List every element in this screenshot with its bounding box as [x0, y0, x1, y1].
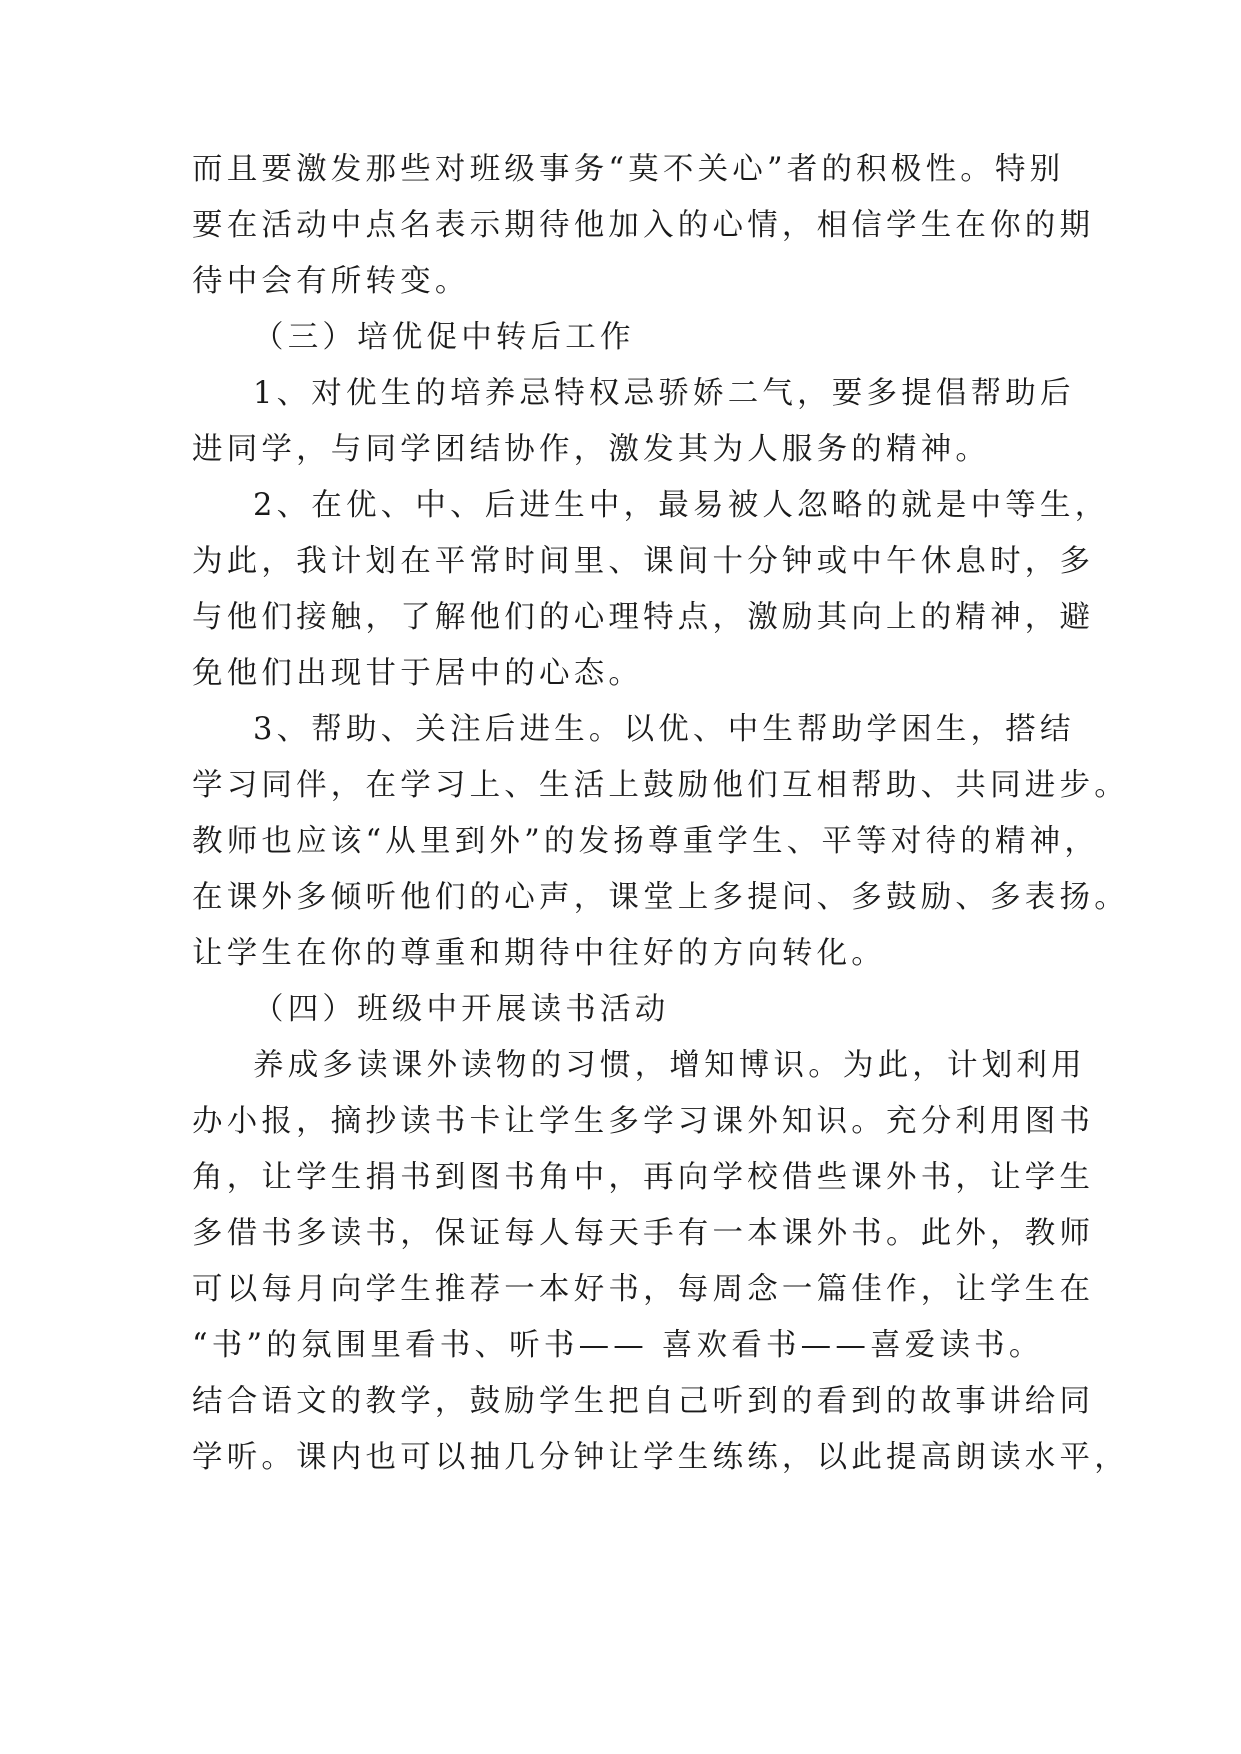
- paragraph-line: 免他们出现甘于居中的心态。: [192, 656, 644, 691]
- paragraph-line: 为此，我计划在平常时间里、课间十分钟或中午休息时，多: [192, 544, 1095, 579]
- paragraph-line: 学习同伴，在学习上、生活上鼓励他们互相帮助、共同进步。: [192, 768, 1129, 803]
- paragraph-line: 3、帮助、关注后进生。以优、中生帮助学困生，搭结: [253, 712, 1075, 747]
- paragraph-line: 进同学，与同学团结协作，激发其为人服务的精神。: [192, 432, 991, 467]
- paragraph-line: “书”的氛围里看书、听书—— 喜欢看书——喜爱读书。: [192, 1328, 1044, 1363]
- paragraph-line: 结合语文的教学，鼓励学生把自己听到的看到的故事讲给同: [192, 1384, 1095, 1419]
- section-heading: （三）培优促中转后工作: [253, 320, 635, 355]
- paragraph-line: 可以每月向学生推荐一本好书，每周念一篇佳作，让学生在: [192, 1272, 1095, 1307]
- paragraph-line: 待中会有所转变。: [192, 264, 470, 299]
- paragraph-line: 养成多读课外读物的习惯，增知博识。为此，计划利用: [253, 1048, 1086, 1083]
- paragraph-line: 而且要激发那些对班级事务“莫不关心”者的积极性。特别: [192, 152, 1065, 187]
- paragraph-line: 角，让学生捐书到图书角中，再向学校借些课外书，让学生: [192, 1160, 1095, 1195]
- paragraph-line: 教师也应该“从里到外”的发扬尊重学生、平等对待的精神，: [192, 824, 1100, 859]
- section-heading: （四）班级中开展读书活动: [253, 992, 670, 1027]
- paragraph-line: 办小报，摘抄读书卡让学生多学习课外知识。充分利用图书: [192, 1104, 1095, 1139]
- paragraph-line: 与他们接触，了解他们的心理特点，激励其向上的精神，避: [192, 600, 1095, 635]
- paragraph-line: 在课外多倾听他们的心声，课堂上多提问、多鼓励、多表扬。: [192, 880, 1129, 915]
- paragraph-line: 让学生在你的尊重和期待中往好的方向转化。: [192, 936, 886, 971]
- paragraph-line: 2、在优、中、后进生中，最易被人忽略的就是中等生，: [253, 488, 1110, 523]
- paragraph-line: 学听。课内也可以抽几分钟让学生练练，以此提高朗读水平，: [192, 1440, 1129, 1475]
- paragraph-line: 多借书多读书，保证每人每天手有一本课外书。此外，教师: [192, 1216, 1095, 1251]
- paragraph-line: 1、对优生的培养忌特权忌骄娇二气，要多提倡帮助后: [253, 376, 1075, 411]
- paragraph-line: 要在活动中点名表示期待他加入的心情，相信学生在你的期: [192, 208, 1095, 243]
